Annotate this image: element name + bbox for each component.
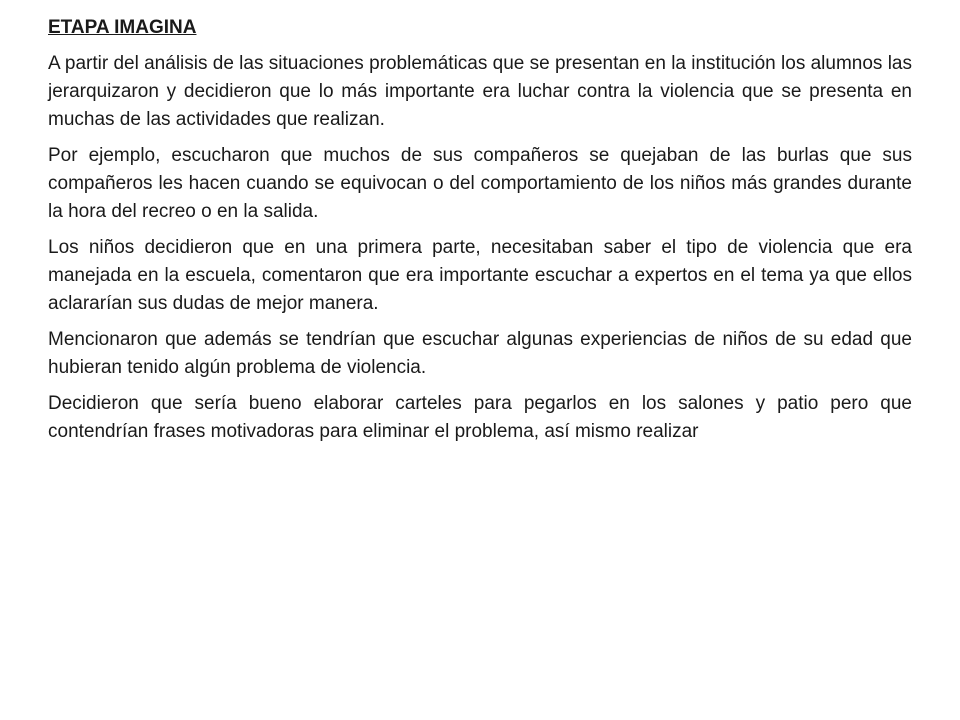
paragraph: Decidieron que sería bueno elaborar carteles para pegarlos en los salones y patio pero que contendrían frases motivadoras para eliminar el problema, así mismo realizar [48, 393, 912, 442]
paragraph: Los niños decidieron que en una primera parte, necesitaban saber el tipo de violencia que era manejada en la escuela, comentaron que era importante escuchar a expertos en el tema ya que ellos aclararían sus dudas de mejor manera. [48, 237, 912, 314]
paragraph: A partir del análisis de las situaciones problemáticas que se presentan en la institución los alumnos las jerarquizaron y decidieron que lo más importante era luchar contra la violencia que se presenta en muchas de las actividades que realizan. [48, 53, 912, 130]
document-body [48, 14, 912, 454]
paragraph: Por ejemplo, escucharon que muchos de sus compañeros se quejaban de las burlas que sus compañeros les hacen cuando se equivocan o del comportamiento de los niños más grandes durante la hora del recreo o en la salida. [48, 145, 912, 222]
section-heading: ETAPA IMAGINA [48, 17, 197, 38]
paragraph: Mencionaron que además se tendrían que escuchar algunas experiencias de niños de su edad que hubieran tenido algún problema de violencia. [48, 329, 912, 378]
